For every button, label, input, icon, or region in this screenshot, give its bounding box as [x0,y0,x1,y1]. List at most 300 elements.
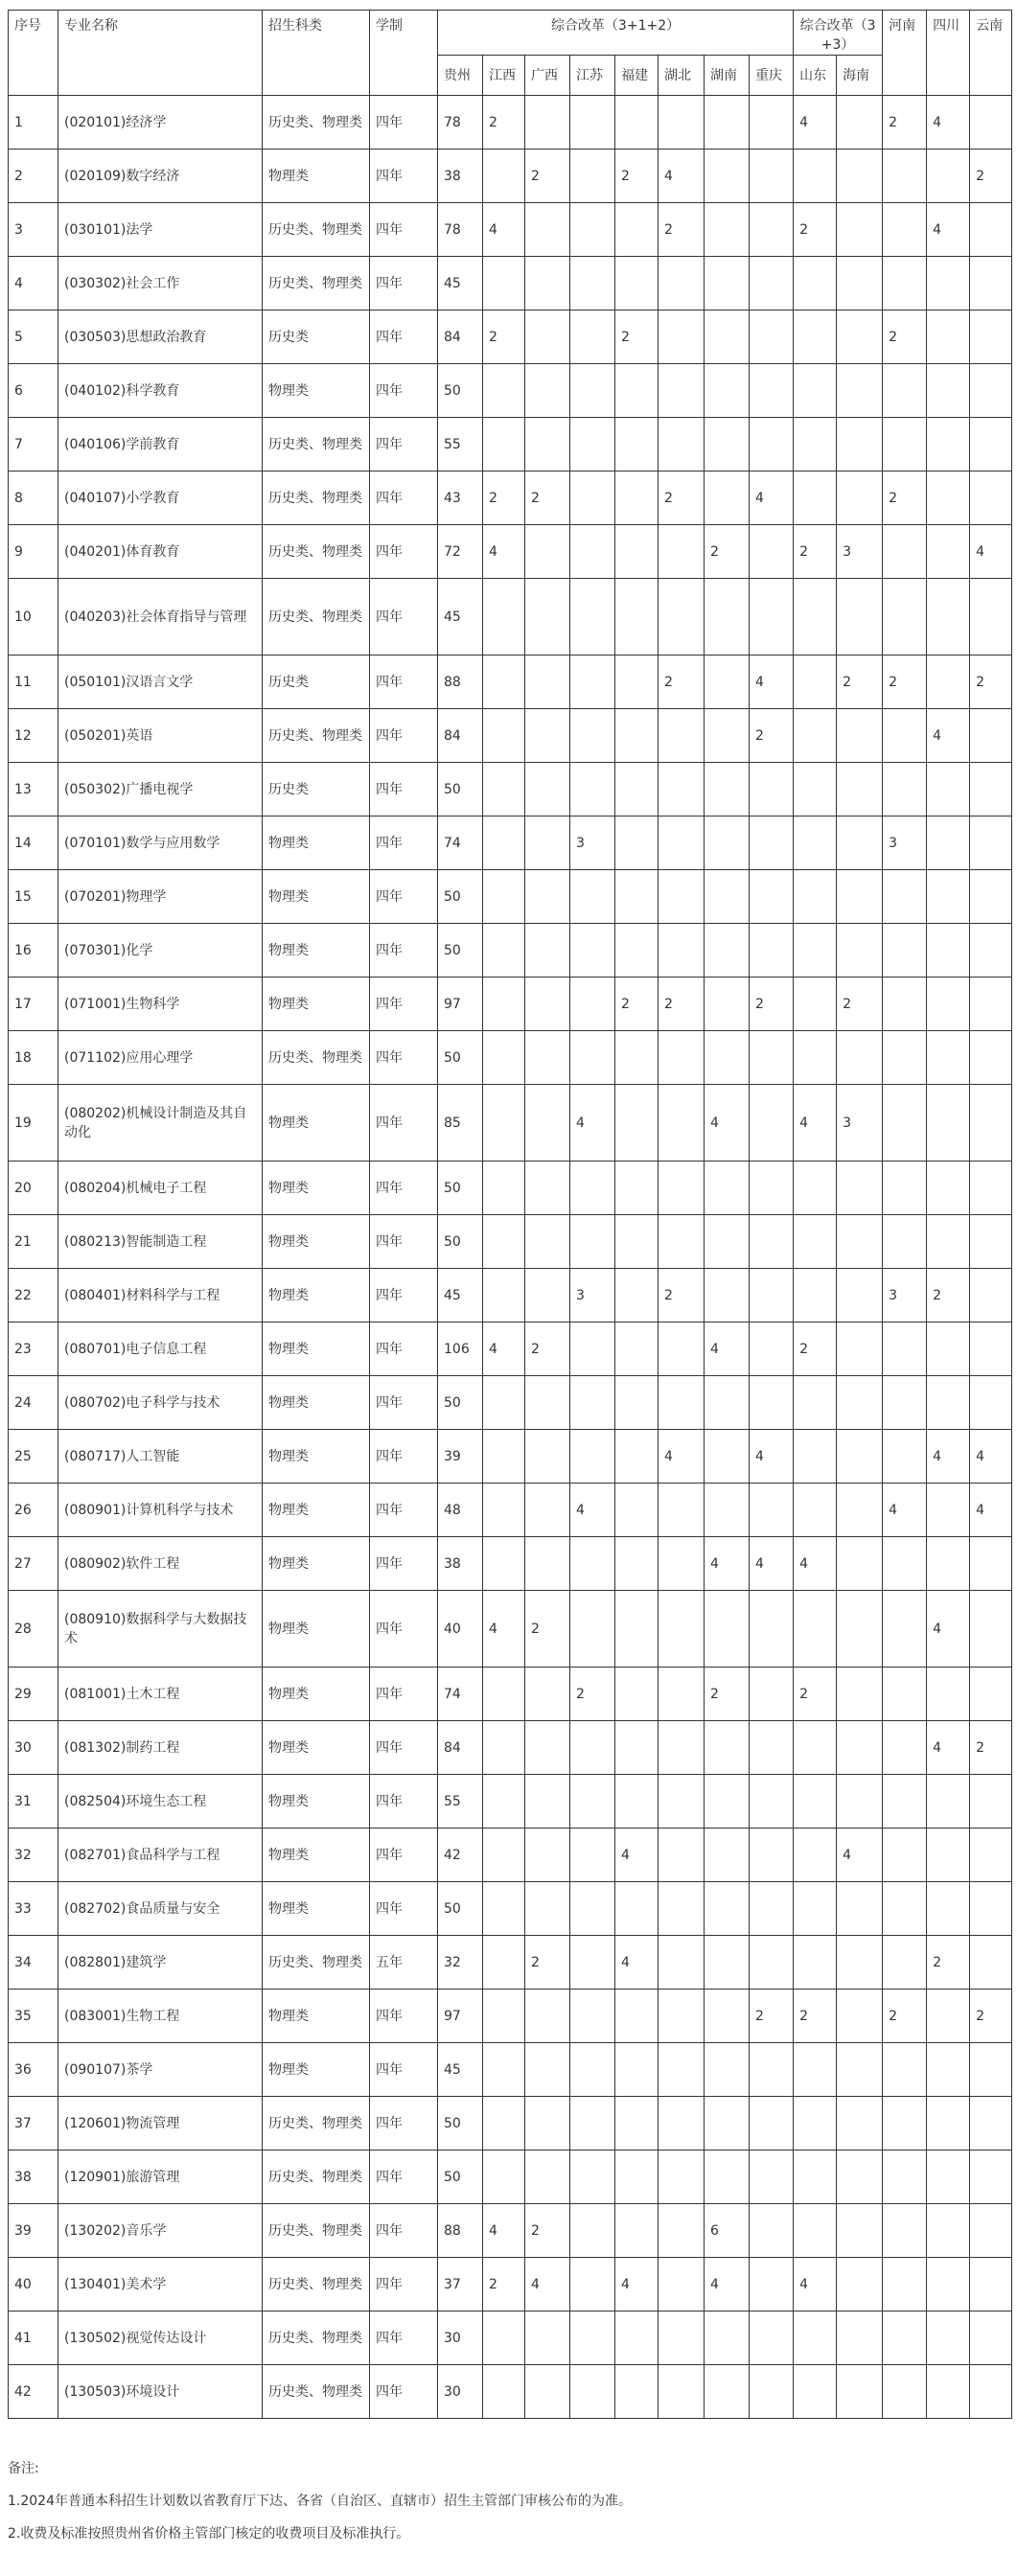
row-quota-5 [659,2097,705,2150]
row-quota-10 [883,2204,927,2258]
row-quota-7: 4 [750,1430,794,1484]
row-quota-2 [525,1484,570,1537]
row-quota-8 [794,150,837,203]
row-quota-1 [483,2312,525,2365]
row-quota-12: 2 [970,1721,1012,1775]
row-duration: 四年 [370,1031,438,1085]
header-seq: 序号 [9,11,58,96]
header-major: 专业名称 [58,11,263,96]
row-category: 历史类、物理类 [263,472,370,525]
row-quota-11 [927,1215,970,1269]
row-quota-11 [927,2150,970,2204]
row-duration: 四年 [370,1775,438,1828]
row-major: (083001)生物工程 [58,1990,263,2043]
table-row [9,2150,1012,2204]
row-quota-3 [570,1990,615,2043]
row-quota-5: 2 [659,656,705,709]
row-seq: 18 [9,1031,58,1085]
row-quota-1 [483,1085,525,1162]
row-quota-0: 88 [438,2204,483,2258]
row-quota-9 [837,2258,883,2312]
row-major: (020101)经济学 [58,96,263,150]
row-quota-1: 4 [483,203,525,257]
row-seq: 9 [9,525,58,579]
row-quota-9 [837,1031,883,1085]
row-quota-12 [970,1537,1012,1591]
row-quota-7 [750,1215,794,1269]
row-quota-3 [570,763,615,816]
row-quota-2 [525,1990,570,2043]
table-row [9,1990,1012,2043]
row-quota-4 [615,579,659,656]
row-quota-2 [525,1537,570,1591]
row-category: 历史类、物理类 [263,2258,370,2312]
row-category: 物理类 [263,1376,370,1430]
row-quota-3 [570,1430,615,1484]
row-category: 物理类 [263,1269,370,1322]
row-quota-12: 2 [970,150,1012,203]
row-quota-9 [837,870,883,924]
table-row [9,1591,1012,1668]
row-quota-1 [483,2150,525,2204]
header-province: 山东 [794,56,837,96]
header-province: 福建 [615,56,659,96]
row-quota-3 [570,525,615,579]
table-row [9,579,1012,656]
row-seq: 40 [9,2258,58,2312]
row-quota-10 [883,203,927,257]
table-row [9,1085,1012,1162]
row-major: (080902)软件工程 [58,1537,263,1591]
row-major: (070301)化学 [58,924,263,978]
row-seq: 41 [9,2312,58,2365]
row-category: 历史类、物理类 [263,525,370,579]
row-quota-5 [659,1085,705,1162]
row-quota-8 [794,1430,837,1484]
row-quota-7 [750,924,794,978]
row-quota-0: 30 [438,2365,483,2419]
row-quota-9 [837,1882,883,1936]
row-quota-4 [615,1430,659,1484]
row-quota-0: 50 [438,924,483,978]
row-quota-6 [705,1430,750,1484]
row-quota-2 [525,1882,570,1936]
row-quota-9 [837,2150,883,2204]
row-quota-4 [615,1376,659,1430]
row-category: 物理类 [263,364,370,418]
row-quota-3 [570,257,615,310]
row-quota-0: 97 [438,1990,483,2043]
header-province: 广西 [525,56,570,96]
row-quota-4 [615,1484,659,1537]
row-quota-7 [750,2150,794,2204]
row-quota-11 [927,1031,970,1085]
row-quota-8 [794,2312,837,2365]
row-quota-9 [837,310,883,364]
row-quota-10 [883,924,927,978]
row-quota-10 [883,1215,927,1269]
row-quota-4 [615,1269,659,1322]
row-quota-7 [750,525,794,579]
row-quota-2: 2 [525,1591,570,1668]
row-major: (130502)视觉传达设计 [58,2312,263,2365]
row-quota-2 [525,525,570,579]
row-quota-10 [883,1162,927,1215]
row-quota-11 [927,2204,970,2258]
row-quota-0: 97 [438,978,483,1031]
row-quota-12 [970,978,1012,1031]
row-quota-5 [659,1376,705,1430]
table-row [9,203,1012,257]
row-quota-11 [927,1668,970,1721]
row-quota-9: 3 [837,1085,883,1162]
row-quota-2 [525,418,570,472]
row-quota-12 [970,1162,1012,1215]
row-quota-0: 48 [438,1484,483,1537]
row-quota-7 [750,1376,794,1430]
row-quota-1 [483,257,525,310]
row-quota-10: 2 [883,472,927,525]
row-quota-6 [705,364,750,418]
row-category: 历史类、物理类 [263,1031,370,1085]
row-seq: 31 [9,1775,58,1828]
row-quota-5 [659,870,705,924]
row-quota-5 [659,1322,705,1376]
row-quota-0: 38 [438,1537,483,1591]
row-quota-10 [883,1721,927,1775]
table-row [9,1322,1012,1376]
row-duration: 四年 [370,1376,438,1430]
row-major: (070201)物理学 [58,870,263,924]
row-quota-1 [483,656,525,709]
row-quota-11: 2 [927,1269,970,1322]
row-quota-8 [794,1215,837,1269]
row-quota-4 [615,2097,659,2150]
row-quota-7 [750,1775,794,1828]
table-row [9,1215,1012,1269]
row-major: (081302)制药工程 [58,1721,263,1775]
row-quota-5 [659,1936,705,1990]
row-quota-10 [883,1668,927,1721]
row-quota-2 [525,1162,570,1215]
row-quota-10 [883,1591,927,1668]
row-quota-1: 2 [483,472,525,525]
row-seq: 25 [9,1430,58,1484]
row-quota-5 [659,2258,705,2312]
row-quota-10: 2 [883,1990,927,2043]
row-duration: 四年 [370,656,438,709]
row-duration: 四年 [370,870,438,924]
row-major: (040201)体育教育 [58,525,263,579]
row-duration: 四年 [370,709,438,763]
row-quota-12 [970,1936,1012,1990]
row-quota-0: 78 [438,96,483,150]
row-quota-11 [927,418,970,472]
row-quota-8: 2 [794,1668,837,1721]
row-quota-5 [659,2150,705,2204]
table-row [9,1668,1012,1721]
row-quota-3 [570,924,615,978]
row-quota-6 [705,472,750,525]
row-category: 历史类、物理类 [263,2204,370,2258]
row-quota-3 [570,203,615,257]
row-quota-10: 3 [883,816,927,870]
row-quota-0: 50 [438,2097,483,2150]
row-quota-1 [483,1721,525,1775]
row-quota-7 [750,257,794,310]
row-quota-12 [970,1085,1012,1162]
row-seq: 35 [9,1990,58,2043]
row-quota-3 [570,2204,615,2258]
row-quota-12 [970,1668,1012,1721]
row-quota-6 [705,2365,750,2419]
row-quota-10 [883,418,927,472]
row-quota-3 [570,2150,615,2204]
row-duration: 四年 [370,1882,438,1936]
row-quota-4: 4 [615,2258,659,2312]
row-quota-7 [750,203,794,257]
row-seq: 42 [9,2365,58,2419]
row-major: (130503)环境设计 [58,2365,263,2419]
table-row [9,2258,1012,2312]
row-quota-12 [970,2097,1012,2150]
row-quota-2 [525,1828,570,1882]
header-province: 湖北 [659,56,705,96]
row-quota-8: 2 [794,1990,837,2043]
row-quota-10 [883,709,927,763]
row-quota-4 [615,1322,659,1376]
row-quota-12: 4 [970,1430,1012,1484]
row-quota-6 [705,1828,750,1882]
row-quota-9 [837,2365,883,2419]
row-quota-10 [883,1430,927,1484]
row-quota-1: 4 [483,1591,525,1668]
row-quota-2: 2 [525,1936,570,1990]
row-category: 物理类 [263,1591,370,1668]
row-quota-8 [794,763,837,816]
row-quota-6 [705,2150,750,2204]
row-quota-10 [883,364,927,418]
row-major: (050201)英语 [58,709,263,763]
row-seq: 19 [9,1085,58,1162]
row-quota-4: 2 [615,310,659,364]
row-quota-8 [794,1591,837,1668]
row-seq: 13 [9,763,58,816]
row-quota-3 [570,150,615,203]
row-quota-1: 2 [483,310,525,364]
row-quota-11 [927,1484,970,1537]
table-body [9,96,1012,2419]
row-quota-9 [837,1484,883,1537]
row-quota-3 [570,1215,615,1269]
row-quota-8 [794,2043,837,2097]
row-major: (071001)生物科学 [58,978,263,1031]
row-quota-6 [705,96,750,150]
row-major: (130202)音乐学 [58,2204,263,2258]
row-category: 历史类、物理类 [263,257,370,310]
row-quota-0: 50 [438,364,483,418]
row-quota-11: 4 [927,96,970,150]
row-seq: 22 [9,1269,58,1322]
table-row [9,1430,1012,1484]
row-quota-5 [659,1828,705,1882]
row-quota-2 [525,579,570,656]
row-quota-2 [525,1215,570,1269]
row-quota-11 [927,1085,970,1162]
row-quota-5 [659,1775,705,1828]
row-major: (082701)食品科学与工程 [58,1828,263,1882]
row-quota-7 [750,1269,794,1322]
row-duration: 四年 [370,1537,438,1591]
row-category: 历史类、物理类 [263,2097,370,2150]
row-major: (050101)汉语言文学 [58,656,263,709]
row-quota-2: 2 [525,472,570,525]
row-quota-11 [927,257,970,310]
row-quota-12 [970,1775,1012,1828]
row-quota-9 [837,2097,883,2150]
row-quota-5 [659,579,705,656]
row-quota-4: 2 [615,150,659,203]
row-quota-6 [705,203,750,257]
row-quota-2 [525,816,570,870]
row-major: (080202)机械设计制造及其自动化 [58,1085,263,1162]
row-quota-11 [927,472,970,525]
row-quota-7 [750,870,794,924]
row-quota-8 [794,1721,837,1775]
row-quota-10 [883,1031,927,1085]
notes-line-2: 2.收费及标准按照贵州省价格主管部门核定的收费项目及标准执行。 [8,2526,410,2542]
row-quota-4 [615,418,659,472]
row-quota-10 [883,1936,927,1990]
row-quota-3 [570,1882,615,1936]
row-quota-0: 45 [438,257,483,310]
header-province: 江苏 [570,56,615,96]
row-quota-12 [970,2150,1012,2204]
row-quota-9 [837,816,883,870]
table-row [9,763,1012,816]
row-quota-4 [615,1882,659,1936]
row-quota-0: 30 [438,2312,483,2365]
table-row [9,2204,1012,2258]
row-quota-5 [659,1990,705,2043]
row-quota-8 [794,1775,837,1828]
row-quota-12 [970,310,1012,364]
row-major: (020109)数字经济 [58,150,263,203]
row-quota-12 [970,924,1012,978]
row-quota-10 [883,1537,927,1591]
row-quota-5 [659,1031,705,1085]
row-quota-0: 38 [438,150,483,203]
table-row [9,1537,1012,1591]
row-quota-3 [570,310,615,364]
row-category: 物理类 [263,150,370,203]
row-quota-12 [970,2312,1012,2365]
row-quota-7 [750,2365,794,2419]
row-quota-5: 2 [659,472,705,525]
row-quota-5 [659,1215,705,1269]
row-quota-7 [750,2097,794,2150]
row-quota-11 [927,1537,970,1591]
row-quota-12 [970,2365,1012,2419]
row-seq: 4 [9,257,58,310]
row-category: 物理类 [263,1537,370,1591]
row-major: (080901)计算机科学与技术 [58,1484,263,1537]
row-quota-0: 45 [438,579,483,656]
row-quota-7 [750,2204,794,2258]
row-quota-8 [794,1936,837,1990]
row-quota-6 [705,816,750,870]
row-duration: 四年 [370,2043,438,2097]
row-quota-12 [970,2258,1012,2312]
row-quota-8 [794,2097,837,2150]
row-quota-3: 4 [570,1085,615,1162]
row-seq: 2 [9,150,58,203]
row-quota-3 [570,1936,615,1990]
row-quota-5 [659,96,705,150]
row-duration: 四年 [370,96,438,150]
row-seq: 36 [9,2043,58,2097]
row-quota-3 [570,1537,615,1591]
row-quota-7 [750,1031,794,1085]
row-major: (080401)材料科学与工程 [58,1269,263,1322]
table-row [9,709,1012,763]
row-quota-11 [927,1775,970,1828]
table-row [9,2365,1012,2419]
row-major: (130401)美术学 [58,2258,263,2312]
row-quota-4 [615,364,659,418]
row-quota-2 [525,257,570,310]
row-quota-8: 2 [794,203,837,257]
table-row [9,1376,1012,1430]
row-quota-12 [970,1828,1012,1882]
row-quota-5: 2 [659,203,705,257]
row-quota-8 [794,2365,837,2419]
row-quota-9: 2 [837,978,883,1031]
row-quota-4 [615,2312,659,2365]
row-quota-3 [570,870,615,924]
row-quota-11 [927,2312,970,2365]
row-seq: 12 [9,709,58,763]
row-quota-2 [525,1430,570,1484]
row-quota-10 [883,1882,927,1936]
header-group-3-3: 综合改革（3+3） [794,11,883,56]
row-quota-2 [525,1269,570,1322]
row-major: (080701)电子信息工程 [58,1322,263,1376]
row-quota-6 [705,1936,750,1990]
row-category: 物理类 [263,924,370,978]
row-duration: 四年 [370,1430,438,1484]
row-duration: 四年 [370,1668,438,1721]
row-quota-10 [883,2258,927,2312]
row-quota-0: 50 [438,1162,483,1215]
row-quota-6 [705,310,750,364]
row-category: 历史类、物理类 [263,1936,370,1990]
header-province: 湖南 [705,56,750,96]
row-quota-3 [570,2258,615,2312]
header-province: 海南 [837,56,883,96]
row-category: 历史类、物理类 [263,709,370,763]
row-quota-1 [483,1215,525,1269]
row-quota-1 [483,870,525,924]
row-category: 历史类、物理类 [263,418,370,472]
row-quota-7: 2 [750,709,794,763]
row-quota-11 [927,1162,970,1215]
row-category: 物理类 [263,2043,370,2097]
row-quota-11 [927,579,970,656]
row-quota-4 [615,1990,659,2043]
row-major: (040107)小学教育 [58,472,263,525]
row-seq: 34 [9,1936,58,1990]
